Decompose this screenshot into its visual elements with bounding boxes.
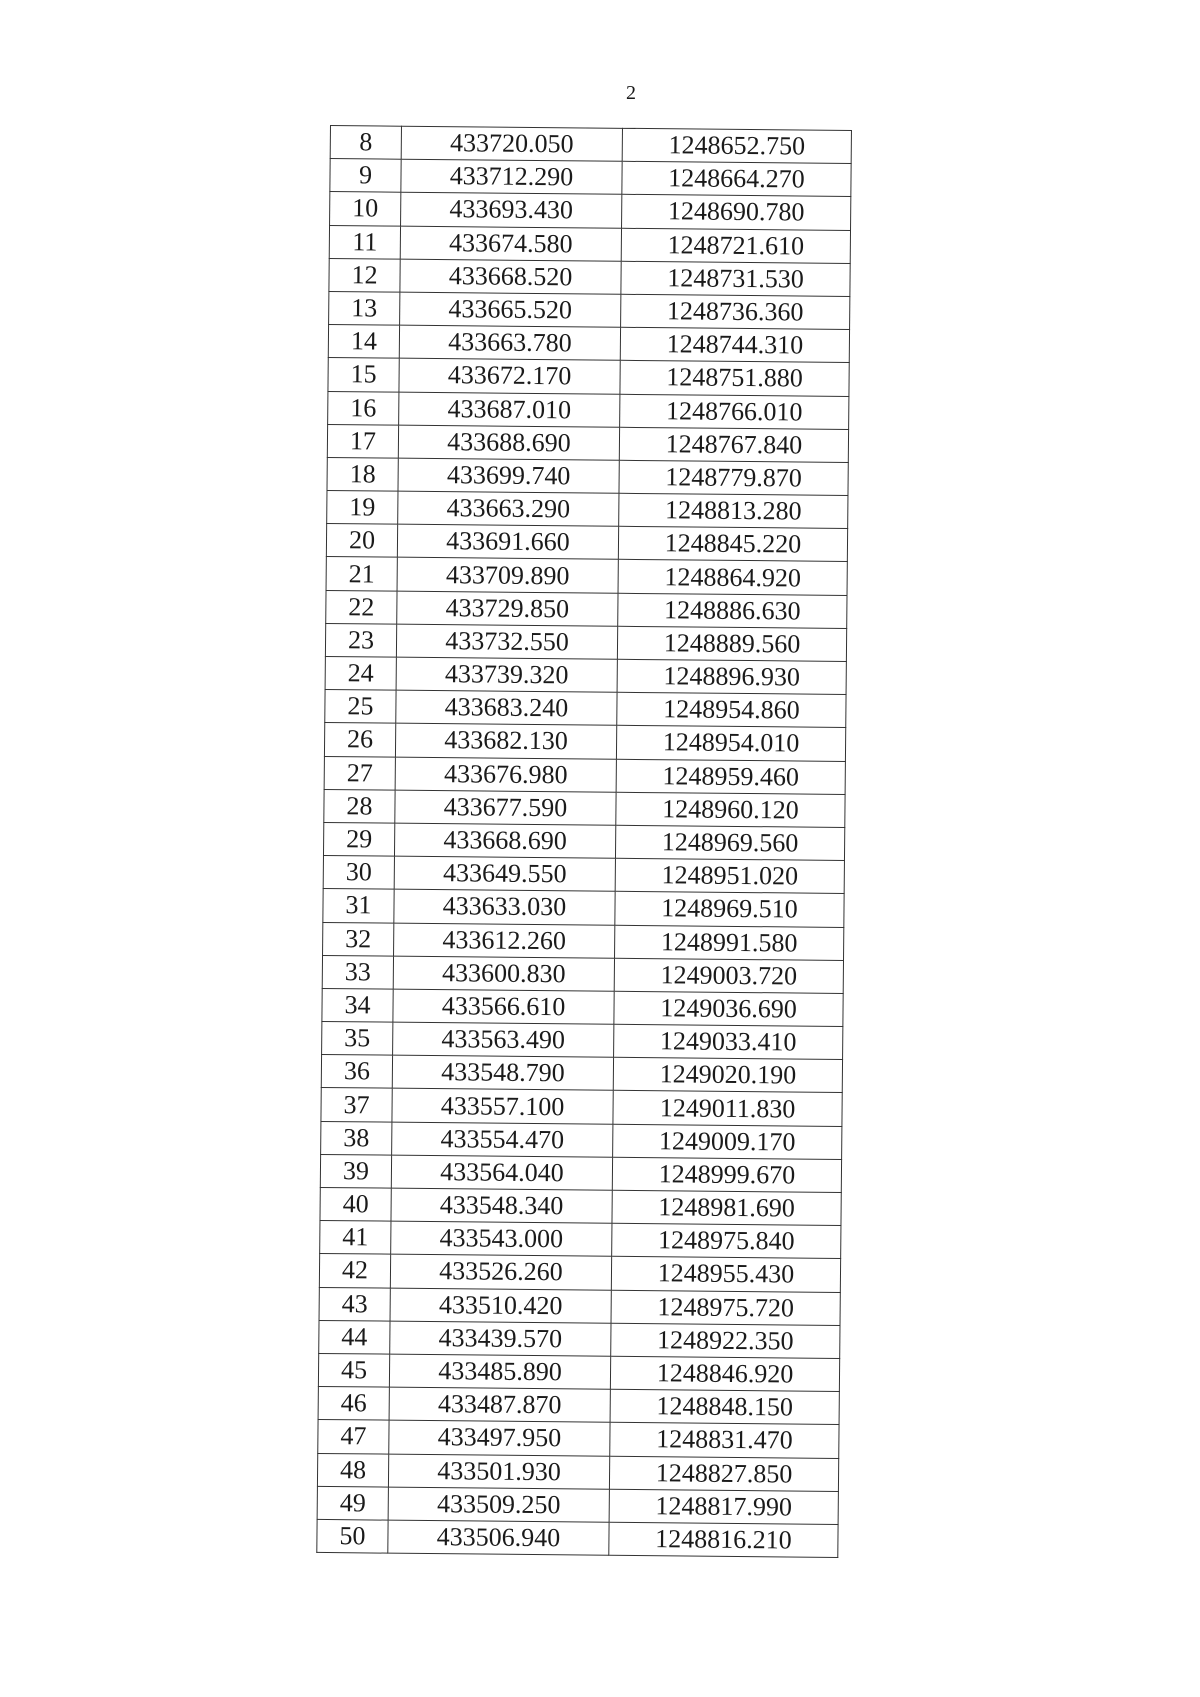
x-coordinate-cell: 433687.010 — [399, 392, 620, 427]
x-coordinate-cell: 433612.260 — [394, 923, 615, 958]
x-coordinate-cell: 433677.590 — [395, 790, 616, 825]
table-row — [324, 723, 845, 761]
x-coordinate-cell: 433509.250 — [388, 1487, 609, 1522]
y-coordinate-cell: 1249033.410 — [614, 1024, 843, 1059]
y-coordinate-cell: 1248816.210 — [609, 1522, 838, 1557]
table-row — [326, 557, 847, 595]
point-number-cell: 17 — [327, 424, 398, 458]
y-coordinate-cell: 1248954.860 — [617, 692, 846, 727]
x-coordinate-cell: 433663.290 — [398, 491, 619, 526]
y-coordinate-cell: 1248831.470 — [610, 1423, 839, 1458]
y-coordinate-cell: 1248981.690 — [612, 1190, 841, 1225]
point-number-cell: 27 — [324, 756, 395, 790]
table-row — [321, 1088, 842, 1126]
y-coordinate-cell: 1248922.350 — [611, 1323, 840, 1358]
y-coordinate-cell: 1249036.690 — [614, 991, 843, 1026]
point-number-cell: 34 — [322, 988, 393, 1022]
point-number-cell: 32 — [323, 922, 394, 956]
y-coordinate-cell: 1248959.460 — [616, 759, 845, 794]
table-row — [330, 192, 851, 230]
point-number-cell: 12 — [329, 258, 400, 292]
point-number-cell: 13 — [329, 291, 400, 325]
x-coordinate-cell: 433557.100 — [392, 1089, 613, 1124]
table-row — [327, 457, 848, 495]
y-coordinate-cell: 1249011.830 — [613, 1091, 842, 1126]
x-coordinate-cell: 433487.870 — [389, 1387, 610, 1422]
point-number-cell: 43 — [319, 1287, 390, 1321]
point-number-cell: 35 — [322, 1022, 393, 1056]
x-coordinate-cell: 433712.290 — [401, 159, 622, 194]
table-row — [317, 1519, 838, 1557]
point-number-cell: 22 — [326, 590, 397, 624]
y-coordinate-cell: 1248896.930 — [617, 659, 846, 694]
table-row — [319, 1254, 840, 1292]
table-row — [330, 126, 851, 164]
page-number: 2 — [626, 82, 636, 104]
point-number-cell: 33 — [322, 955, 393, 989]
y-coordinate-cell: 1248751.880 — [620, 361, 849, 396]
y-coordinate-cell: 1248845.220 — [618, 527, 847, 562]
point-number-cell: 11 — [329, 225, 400, 259]
x-coordinate-cell: 433543.000 — [391, 1221, 612, 1256]
point-number-cell: 26 — [324, 723, 395, 757]
y-coordinate-cell: 1249020.190 — [613, 1058, 842, 1093]
x-coordinate-cell: 433485.890 — [389, 1354, 610, 1389]
table-row — [328, 325, 849, 363]
table-row — [326, 524, 847, 562]
x-coordinate-cell: 433564.040 — [391, 1155, 612, 1190]
point-number-cell: 42 — [319, 1254, 390, 1288]
table-row — [319, 1287, 840, 1325]
x-coordinate-cell: 433739.320 — [396, 657, 617, 692]
y-coordinate-cell: 1248975.720 — [611, 1290, 840, 1325]
table-row — [324, 789, 845, 827]
y-coordinate-cell: 1248954.010 — [616, 726, 845, 761]
point-number-cell: 46 — [318, 1387, 389, 1421]
point-number-cell: 38 — [321, 1121, 392, 1155]
y-coordinate-cell: 1248652.750 — [622, 128, 851, 163]
x-coordinate-cell: 433688.690 — [398, 425, 619, 460]
y-coordinate-cell: 1248969.510 — [615, 892, 844, 927]
x-coordinate-cell: 433649.550 — [394, 856, 615, 891]
coordinates-table-body — [317, 126, 852, 1558]
y-coordinate-cell: 1248690.780 — [622, 195, 851, 230]
table-row — [324, 756, 845, 794]
x-coordinate-cell: 433732.550 — [396, 624, 617, 659]
y-coordinate-cell: 1248864.920 — [618, 560, 847, 595]
coordinates-table-container — [316, 125, 852, 1558]
table-row — [323, 889, 844, 927]
table-row — [323, 922, 844, 960]
x-coordinate-cell: 433526.260 — [390, 1255, 611, 1290]
table-row — [320, 1221, 841, 1259]
y-coordinate-cell: 1248960.120 — [616, 792, 845, 827]
y-coordinate-cell: 1248744.310 — [620, 327, 849, 362]
y-coordinate-cell: 1248999.670 — [612, 1157, 841, 1192]
y-coordinate-cell: 1248721.610 — [621, 228, 850, 263]
x-coordinate-cell: 433600.830 — [393, 956, 614, 991]
x-coordinate-cell: 433510.420 — [390, 1288, 611, 1323]
table-row — [323, 822, 844, 860]
table-row — [322, 955, 843, 993]
y-coordinate-cell: 1248991.580 — [615, 925, 844, 960]
table-row — [318, 1420, 839, 1458]
x-coordinate-cell: 433668.690 — [394, 823, 615, 858]
y-coordinate-cell: 1248975.840 — [612, 1223, 841, 1258]
y-coordinate-cell: 1248736.360 — [621, 294, 850, 329]
x-coordinate-cell: 433501.930 — [388, 1454, 609, 1489]
point-number-cell: 41 — [320, 1221, 391, 1255]
point-number-cell: 20 — [326, 524, 397, 558]
x-coordinate-cell: 433563.490 — [393, 1022, 614, 1057]
table-row — [321, 1121, 842, 1159]
table-row — [328, 358, 849, 396]
point-number-cell: 49 — [317, 1486, 388, 1520]
table-row — [319, 1320, 840, 1358]
y-coordinate-cell: 1248969.560 — [615, 825, 844, 860]
table-row — [318, 1353, 839, 1391]
table-row — [327, 491, 848, 529]
table-row — [322, 988, 843, 1026]
x-coordinate-cell: 433633.030 — [394, 889, 615, 924]
coordinates-table — [316, 125, 852, 1558]
y-coordinate-cell: 1248846.920 — [610, 1356, 839, 1391]
point-number-cell: 15 — [328, 358, 399, 392]
y-coordinate-cell: 1248889.560 — [617, 626, 846, 661]
x-coordinate-cell: 433699.740 — [398, 458, 619, 493]
point-number-cell: 18 — [327, 457, 398, 491]
point-number-cell: 10 — [330, 192, 401, 226]
y-coordinate-cell: 1248955.430 — [611, 1257, 840, 1292]
x-coordinate-cell: 433548.790 — [392, 1055, 613, 1090]
point-number-cell: 19 — [327, 491, 398, 525]
x-coordinate-cell: 433682.130 — [395, 724, 616, 759]
x-coordinate-cell: 433720.050 — [401, 126, 622, 161]
point-number-cell: 23 — [325, 623, 396, 657]
point-number-cell: 44 — [319, 1320, 390, 1354]
table-row — [323, 856, 844, 894]
table-row — [317, 1486, 838, 1524]
table-row — [329, 225, 850, 263]
x-coordinate-cell: 433663.780 — [399, 325, 620, 360]
y-coordinate-cell: 1248813.280 — [619, 493, 848, 528]
table-row — [326, 590, 847, 628]
point-number-cell: 37 — [321, 1088, 392, 1122]
y-coordinate-cell: 1248848.150 — [610, 1389, 839, 1424]
table-row — [320, 1154, 841, 1192]
y-coordinate-cell: 1248766.010 — [620, 394, 849, 429]
x-coordinate-cell: 433566.610 — [393, 989, 614, 1024]
y-coordinate-cell: 1248664.270 — [622, 161, 851, 196]
table-row — [330, 159, 851, 197]
y-coordinate-cell: 1248827.850 — [609, 1456, 838, 1491]
point-number-cell: 24 — [325, 656, 396, 690]
table-row — [318, 1387, 839, 1425]
table-row — [322, 1022, 843, 1060]
point-number-cell: 14 — [328, 325, 399, 359]
x-coordinate-cell: 433674.580 — [400, 226, 621, 261]
table-row — [327, 424, 848, 462]
point-number-cell: 8 — [330, 126, 401, 160]
point-number-cell: 48 — [317, 1453, 388, 1487]
point-number-cell: 47 — [318, 1420, 389, 1454]
y-coordinate-cell: 1248767.840 — [619, 427, 848, 462]
x-coordinate-cell: 433672.170 — [399, 358, 620, 393]
table-row — [320, 1187, 841, 1225]
x-coordinate-cell: 433497.950 — [389, 1420, 610, 1455]
x-coordinate-cell: 433668.520 — [400, 259, 621, 294]
point-number-cell: 45 — [318, 1353, 389, 1387]
x-coordinate-cell: 433439.570 — [390, 1321, 611, 1356]
x-coordinate-cell: 433554.470 — [392, 1122, 613, 1157]
x-coordinate-cell: 433729.850 — [397, 591, 618, 626]
point-number-cell: 16 — [328, 391, 399, 425]
point-number-cell: 21 — [326, 557, 397, 591]
table-row — [325, 623, 846, 661]
y-coordinate-cell: 1249003.720 — [614, 958, 843, 993]
point-number-cell: 31 — [323, 889, 394, 923]
table-row — [325, 656, 846, 694]
x-coordinate-cell: 433709.890 — [397, 558, 618, 593]
x-coordinate-cell: 433506.940 — [388, 1520, 609, 1555]
point-number-cell: 39 — [320, 1154, 391, 1188]
table-row — [328, 391, 849, 429]
x-coordinate-cell: 433691.660 — [397, 524, 618, 559]
point-number-cell: 28 — [324, 789, 395, 823]
table-row — [321, 1055, 842, 1093]
x-coordinate-cell: 433693.430 — [401, 193, 622, 228]
point-number-cell: 29 — [323, 822, 394, 856]
point-number-cell: 25 — [325, 690, 396, 724]
y-coordinate-cell: 1248731.530 — [621, 261, 850, 296]
y-coordinate-cell: 1249009.170 — [613, 1124, 842, 1159]
point-number-cell: 50 — [317, 1519, 388, 1553]
point-number-cell: 36 — [321, 1055, 392, 1089]
x-coordinate-cell: 433548.340 — [391, 1188, 612, 1223]
y-coordinate-cell: 1248817.990 — [609, 1489, 838, 1524]
table-row — [329, 258, 850, 296]
table-row — [329, 291, 850, 329]
table-row — [325, 690, 846, 728]
y-coordinate-cell: 1248951.020 — [615, 858, 844, 893]
point-number-cell: 9 — [330, 159, 401, 193]
y-coordinate-cell: 1248779.870 — [619, 460, 848, 495]
point-number-cell: 40 — [320, 1187, 391, 1221]
y-coordinate-cell: 1248886.630 — [618, 593, 847, 628]
x-coordinate-cell: 433683.240 — [396, 690, 617, 725]
x-coordinate-cell: 433665.520 — [400, 292, 621, 327]
point-number-cell: 30 — [323, 856, 394, 890]
table-row — [317, 1453, 838, 1491]
x-coordinate-cell: 433676.980 — [395, 757, 616, 792]
